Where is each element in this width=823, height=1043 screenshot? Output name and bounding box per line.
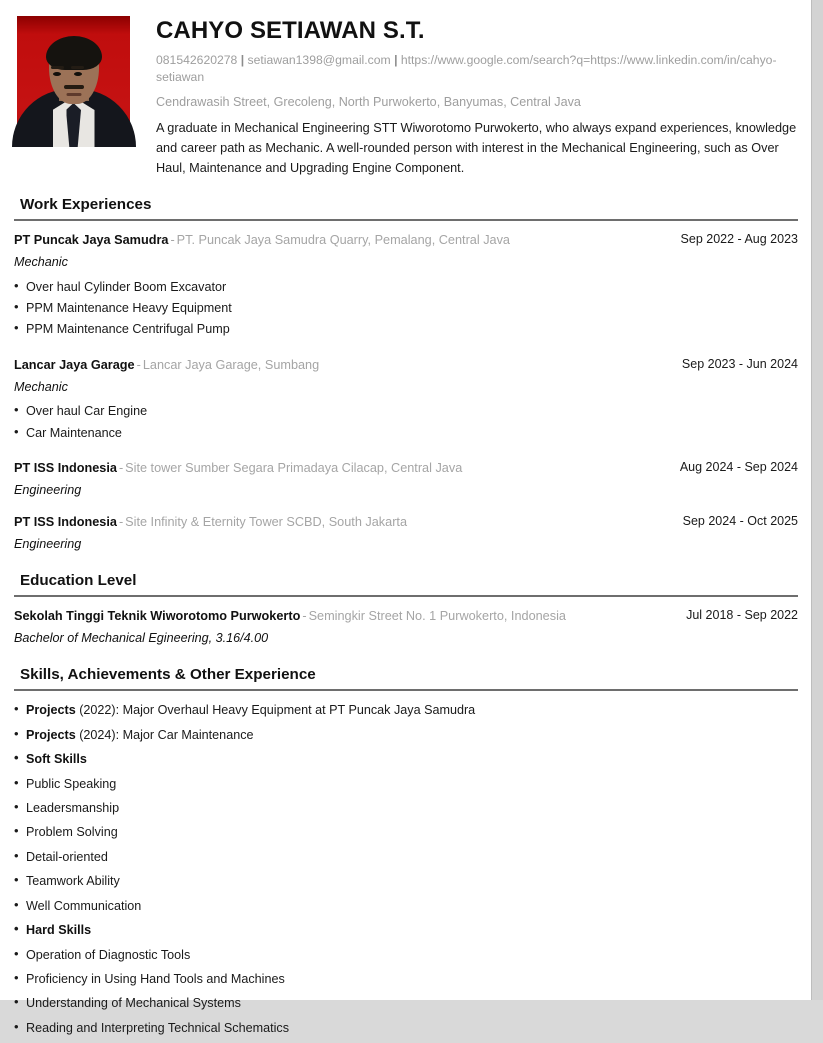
work-entry-role: Engineering: [14, 482, 82, 497]
work-entry-org: Lancar Jaya Garage: [14, 357, 135, 372]
work-entry-role: Mechanic: [14, 255, 68, 270]
contact-phone: 081542620278: [156, 52, 238, 67]
contact-line: [156, 52, 798, 87]
work-entry: [14, 459, 798, 500]
work-entry-place: Site tower Sumber Segara Primadaya Cilacap, Central Java: [125, 460, 463, 475]
section-rule-education: [14, 595, 798, 597]
education-entry-title: [14, 607, 672, 625]
work-entry-title: [14, 459, 666, 477]
section-rule-skills: [14, 689, 798, 691]
work-entry-title: [14, 231, 667, 249]
work-entry-org: PT ISS Indonesia: [14, 515, 117, 530]
list-item: • Leadersmanship: [14, 799, 798, 823]
skill-label: Projects: [26, 703, 76, 718]
work-entry-date: Sep 2023 - Jun 2024: [681, 356, 798, 371]
summary-paragraph: A graduate in Mechanical Engineering STT Wiworotomo Purwokerto, who always expand experiences, knowledge and career path as Mechanic. A well-rounded person with interest in the Mechanical Engineering, such as Over Haul, Maintenance and Upgrading Engine Component.: [156, 120, 797, 175]
list-item: • Problem Solving: [14, 823, 798, 847]
work-entry-title: [14, 513, 669, 531]
work-entry-bullets: [14, 402, 798, 445]
list-item: • Hard Skills: [14, 921, 798, 945]
skill-text: (2024): Major Car Maintenance: [75, 727, 254, 742]
work-entry-place: Site Infinity & Eternity Tower SCBD, South Jakarta: [125, 515, 408, 530]
education-entry-date: Jul 2018 - Sep 2022: [686, 608, 798, 623]
photo-eyebrow-right: [71, 66, 84, 69]
header-text-block: [156, 16, 798, 178]
contact-email[interactable]: setiawan1398@gmail.com: [247, 52, 391, 67]
education-entry: [14, 607, 798, 648]
work-entry: [14, 356, 798, 445]
work-entry-head: [14, 513, 798, 531]
section-work-experiences: [0, 196, 812, 554]
list-item: • Well Communication: [14, 897, 798, 921]
work-entry-head: [14, 459, 798, 477]
section-title-skills: Skills, Achievements & Other Experience: [20, 665, 316, 683]
list-item: • Over haul Cylinder Boom Excavator: [14, 278, 798, 299]
photo-eyebrow-left: [51, 66, 64, 69]
section-title-work: Work Experiences: [20, 195, 152, 213]
skills-list: [14, 701, 798, 1043]
scrollbar-gutter[interactable]: [812, 0, 823, 1000]
list-item: • Proficiency in Using Hand Tools and Machines: [14, 970, 798, 994]
work-entry-date: Sep 2022 - Aug 2023: [680, 232, 798, 247]
list-item: • Detail-oriented: [14, 848, 798, 872]
section-rule-work: [14, 219, 798, 221]
profile-photo: [17, 16, 130, 147]
resume-header: [0, 0, 812, 178]
photo-mouth: [66, 93, 81, 96]
education-entry-degree: Bachelor of Mechanical Egineering, 3.16/4.00: [14, 631, 269, 646]
education-entry-dash: -: [302, 609, 307, 624]
work-entry-date: Sep 2024 - Oct 2025: [682, 514, 798, 529]
page-title: CAHYO SETIAWAN S.T.: [156, 17, 425, 44]
photo-mustache: [64, 85, 84, 89]
work-entry: [14, 231, 798, 341]
work-entry-role: Engineering: [14, 537, 82, 552]
work-entry-place: Lancar Jaya Garage, Sumbang: [142, 357, 320, 372]
work-entry-dash: -: [118, 460, 124, 475]
contact-link[interactable]: https://www.google.com/search?q=https://www.linkedin.com/in/cahyo-setiawan: [156, 52, 777, 85]
section-education-level: [0, 572, 812, 648]
list-item: • Understanding of Mechanical Systems: [14, 994, 798, 1018]
contact-separator-2: |: [394, 52, 398, 67]
skill-label: Projects: [26, 727, 76, 742]
address-line: Cendrawasih Street, Grecoleng, North Purwokerto, Banyumas, Central Java: [156, 94, 581, 109]
section-skills: [0, 666, 812, 1043]
work-entry-dash: -: [118, 515, 124, 530]
photo-eye-right: [74, 72, 82, 76]
list-item: [14, 701, 798, 725]
list-item: • PPM Maintenance Centrifugal Pump: [14, 320, 798, 341]
work-entry-org: PT Puncak Jaya Samudra: [14, 233, 169, 248]
list-item: • Over haul Car Engine: [14, 402, 798, 423]
work-entry-date: Aug 2024 - Sep 2024: [679, 459, 798, 474]
work-entry-org: PT ISS Indonesia: [14, 460, 117, 475]
section-title-education: Education Level: [20, 572, 137, 590]
list-item: • Operation of Diagnostic Tools: [14, 946, 798, 970]
list-item: • Reading and Interpreting Technical Schematics: [14, 1019, 798, 1043]
work-entry-head: [14, 231, 798, 249]
list-item: • Car Maintenance: [14, 424, 798, 445]
list-item: • PPM Maintenance Heavy Equipment: [14, 299, 798, 320]
contact-separator-1: |: [240, 52, 245, 67]
work-entry-dash: -: [136, 357, 141, 372]
list-item: • Public Speaking: [14, 775, 798, 799]
photo-hair: [46, 36, 102, 70]
education-entry-head: [14, 607, 798, 625]
work-entry-place: PT. Puncak Jaya Samudra Quarry, Pemalang, Central Java: [176, 233, 510, 248]
work-entry-dash: -: [170, 233, 175, 248]
education-entry-place: Semingkir Street No. 1 Purwokerto, Indonesia: [308, 609, 566, 624]
list-item: • Soft Skills: [14, 750, 798, 774]
education-entry-org: Sekolah Tinggi Teknik Wiworotomo Purwokerto: [14, 609, 301, 624]
work-entry-title: [14, 356, 668, 374]
work-entry: [14, 513, 798, 554]
skill-text: (2022): Major Overhaul Heavy Equipment at PT Puncak Jaya Samudra: [75, 703, 476, 718]
list-item: • Teamwork Ability: [14, 872, 798, 896]
photo-eye-left: [53, 72, 61, 76]
work-entry-head: [14, 356, 798, 374]
list-item: [14, 726, 798, 750]
work-entry-bullets: [14, 278, 798, 342]
work-entry-role: Mechanic: [14, 379, 68, 394]
